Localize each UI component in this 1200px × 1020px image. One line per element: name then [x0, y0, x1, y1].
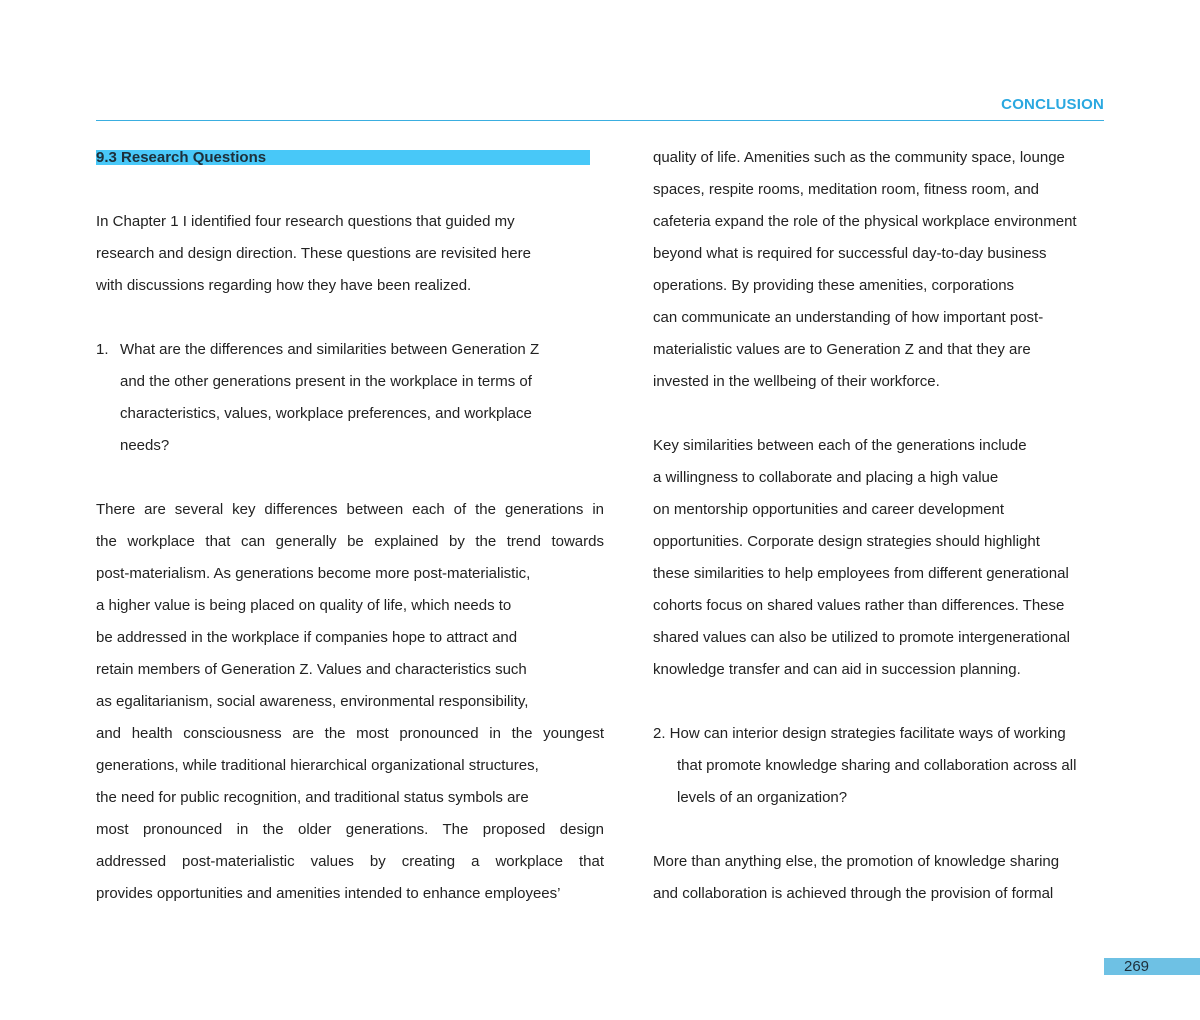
body-line: a higher value is being placed on quality of life, which needs to	[96, 597, 512, 614]
research-question-1	[96, 334, 604, 462]
question-line: and the other generations present in the workplace in terms of	[120, 373, 532, 390]
body-line: be addressed in the workplace if companies hope to attract and	[96, 629, 518, 646]
body-line: and collaboration is achieved through the provision of formal	[653, 885, 1054, 902]
body-line: addressed post-materialistic values by creating a workplace that	[96, 853, 604, 870]
intro-line: research and design direction. These questions are revisited here	[96, 245, 531, 262]
body-line: on mentorship opportunities and career development	[653, 501, 1005, 518]
question-line: levels of an organization?	[677, 789, 848, 806]
body-line: Key similarities between each of the generations include	[653, 437, 1027, 454]
body-line: More than anything else, the promotion of knowledge sharing	[653, 853, 1060, 870]
body-line: operations. By providing these amenities, corporations	[653, 277, 1015, 294]
body-line: and health consciousness are the most pronounced in the youngest	[96, 725, 604, 742]
question-line: 2. How can interior design strategies facilitate ways of working	[653, 725, 1066, 742]
question-line: What are the differences and similarities between Generation Z	[120, 341, 540, 358]
body-line: beyond what is required for successful day-to-day business	[653, 245, 1047, 262]
page-number: 269	[1124, 958, 1150, 975]
body-line: materialistic values are to Generation Z and that they are	[653, 341, 1031, 358]
page-header	[96, 92, 1104, 121]
body-line: as egalitarianism, social awareness, environmental responsibility,	[96, 693, 529, 710]
body-line: the workplace that can generally be explained by the trend towards	[96, 533, 604, 550]
research-question-2	[653, 718, 1105, 814]
intro-line: In Chapter 1 I identified four research questions that guided my	[96, 213, 515, 230]
question-line: needs?	[120, 437, 170, 454]
page-number-tab	[1104, 958, 1200, 975]
body-line: most pronounced in the older generations. The proposed design	[96, 821, 604, 838]
question-line: characteristics, values, workplace preferences, and workplace	[120, 405, 532, 422]
body-line: post-materialism. As generations become more post-materialistic,	[96, 565, 531, 582]
question-line: that promote knowledge sharing and collaboration across all	[677, 757, 1077, 774]
body-line: cohorts focus on shared values rather than differences. These	[653, 597, 1065, 614]
body-line: opportunities. Corporate design strategies should highlight	[653, 533, 1040, 550]
body-line: provides opportunities and amenities intended to enhance employees’	[96, 885, 561, 902]
body-line: quality of life. Amenities such as the community space, lounge	[653, 149, 1065, 166]
left-column	[96, 142, 604, 910]
body-line: invested in the wellbeing of their workforce.	[653, 373, 940, 390]
body-line: can communicate an understanding of how important post-	[653, 309, 1044, 326]
body-line: a willingness to collaborate and placing a high value	[653, 469, 999, 486]
body-line: knowledge transfer and can aid in succession planning.	[653, 661, 1021, 678]
section-title: CONCLUSION	[1001, 96, 1104, 113]
body-line: spaces, respite rooms, meditation room, fitness room, and	[653, 181, 1040, 198]
body-line: shared values can also be utilized to promote intergenerational	[653, 629, 1070, 646]
question-number: 1.	[96, 341, 109, 358]
body-line: retain members of Generation Z. Values and characteristics such	[96, 661, 527, 678]
section-heading: 9.3 Research Questions	[96, 150, 590, 165]
intro-line: with discussions regarding how they have been realized.	[96, 277, 472, 294]
body-line: these similarities to help employees from different generational	[653, 565, 1069, 582]
right-column	[653, 142, 1105, 910]
body-line: the need for public recognition, and traditional status symbols are	[96, 789, 529, 806]
body-line: cafeteria expand the role of the physical workplace environment	[653, 213, 1077, 230]
body-line: There are several key differences between each of the generations in	[96, 501, 604, 518]
body-line: generations, while traditional hierarchical organizational structures,	[96, 757, 539, 774]
